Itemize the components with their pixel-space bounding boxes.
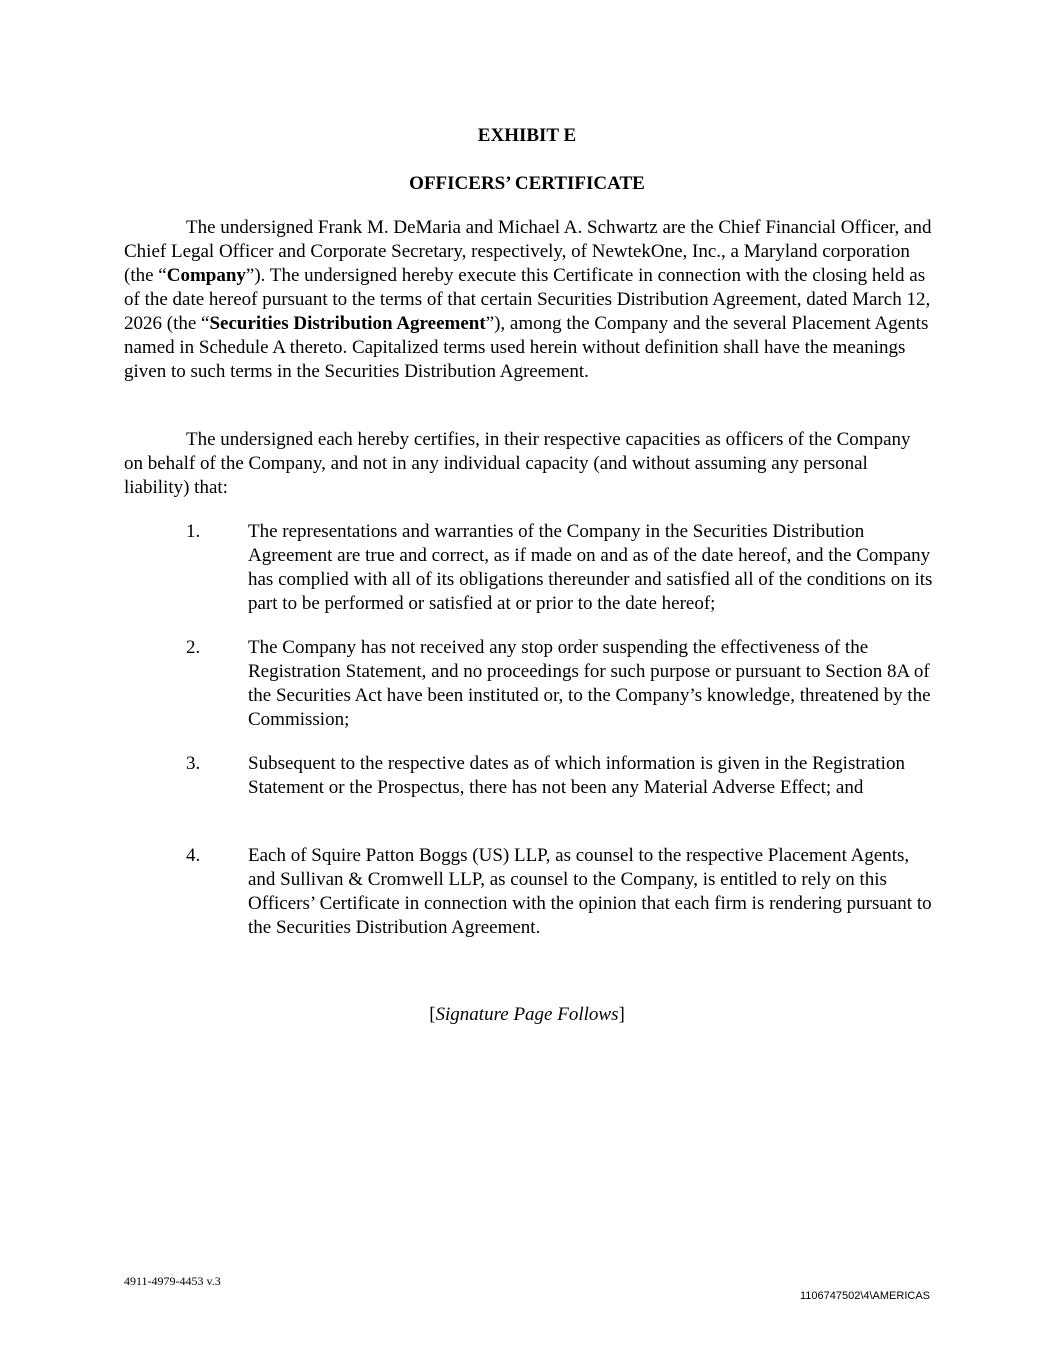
list-item-number: 1. xyxy=(186,521,201,542)
document-id: 4911-4979-4453 v.3 xyxy=(124,1274,221,1288)
exhibit-heading: EXHIBIT E xyxy=(477,125,577,146)
agreement-defined-term: Securities Distribution Agreement xyxy=(209,313,486,334)
list-item-number: 4. xyxy=(186,845,201,866)
list-item-text: The representations and warranties of the Company in the Securities Distribution Agreement are true and correct, as if made on and as of the date hereof, and the Company has complied with all of its obligations thereunder and satisfied all of the conditions on its part to be performed or satisfied at or prior to the date hereof; xyxy=(248,521,933,614)
intro-text-3: ”), among the Company and the several Placement Agents named in Schedule A thereto. Capitalized terms used herein without definition shall have the meanings given to such terms in the Securities Distribution Agreement. xyxy=(124,313,929,382)
intro-text-2: ”). The undersigned hereby execute this Certificate in connection with the closing held as of the date hereof pursuant to the terms of that certain Securities Distribution Agreement, dated March 12, 2026 (the “ xyxy=(124,265,931,334)
company-defined-term: Company xyxy=(166,265,246,286)
certification-paragraph xyxy=(124,428,932,500)
certification-text: The undersigned each hereby certifies, in their respective capacities as officers of the Company on behalf of the Company, and not in any individual capacity (and without assuming any personal liability) that: xyxy=(124,429,911,498)
signature-note-text: Signature Page Follows xyxy=(435,1004,619,1025)
list-item-number: 3. xyxy=(186,753,201,774)
footer-reference: 1106747502\4\AMERICAS xyxy=(799,1290,930,1302)
bracket-open: [ xyxy=(429,1004,436,1025)
intro-text-1: The undersigned Frank M. DeMaria and Michael A. Schwartz are the Chief Financial Officer, and Chief Legal Officer and Corporate Secretary, respectively, of NewtekOne, Inc., a Maryland corporation (the “ xyxy=(124,217,932,286)
bracket-close: ] xyxy=(618,1004,625,1025)
list-item-text: Subsequent to the respective dates as of which information is given in the Registration Statement or the Prospectus, there has not been any Material Adverse Effect; and xyxy=(248,753,905,798)
list-item-number: 2. xyxy=(186,637,201,658)
list-item-text: The Company has not received any stop order suspending the effectiveness of the Registration Statement, and no proceedings for such purpose or pursuant to Section 8A of the Securities Act have been instituted or, to the Company’s knowledge, threatened by the Commission; xyxy=(248,637,931,730)
list-item-text: Each of Squire Patton Boggs (US) LLP, as counsel to the respective Placement Agents, and Sullivan & Cromwell LLP, as counsel to the Company, is entitled to rely on this Officers’ Certificate in connection with the opinion that each firm is rendering pursuant to the Securities Distribution Agreement. xyxy=(248,845,932,938)
signature-page-note xyxy=(124,1003,930,1027)
intro-paragraph xyxy=(124,216,932,384)
certificate-title: OFFICERS’ CERTIFICATE xyxy=(409,173,645,194)
